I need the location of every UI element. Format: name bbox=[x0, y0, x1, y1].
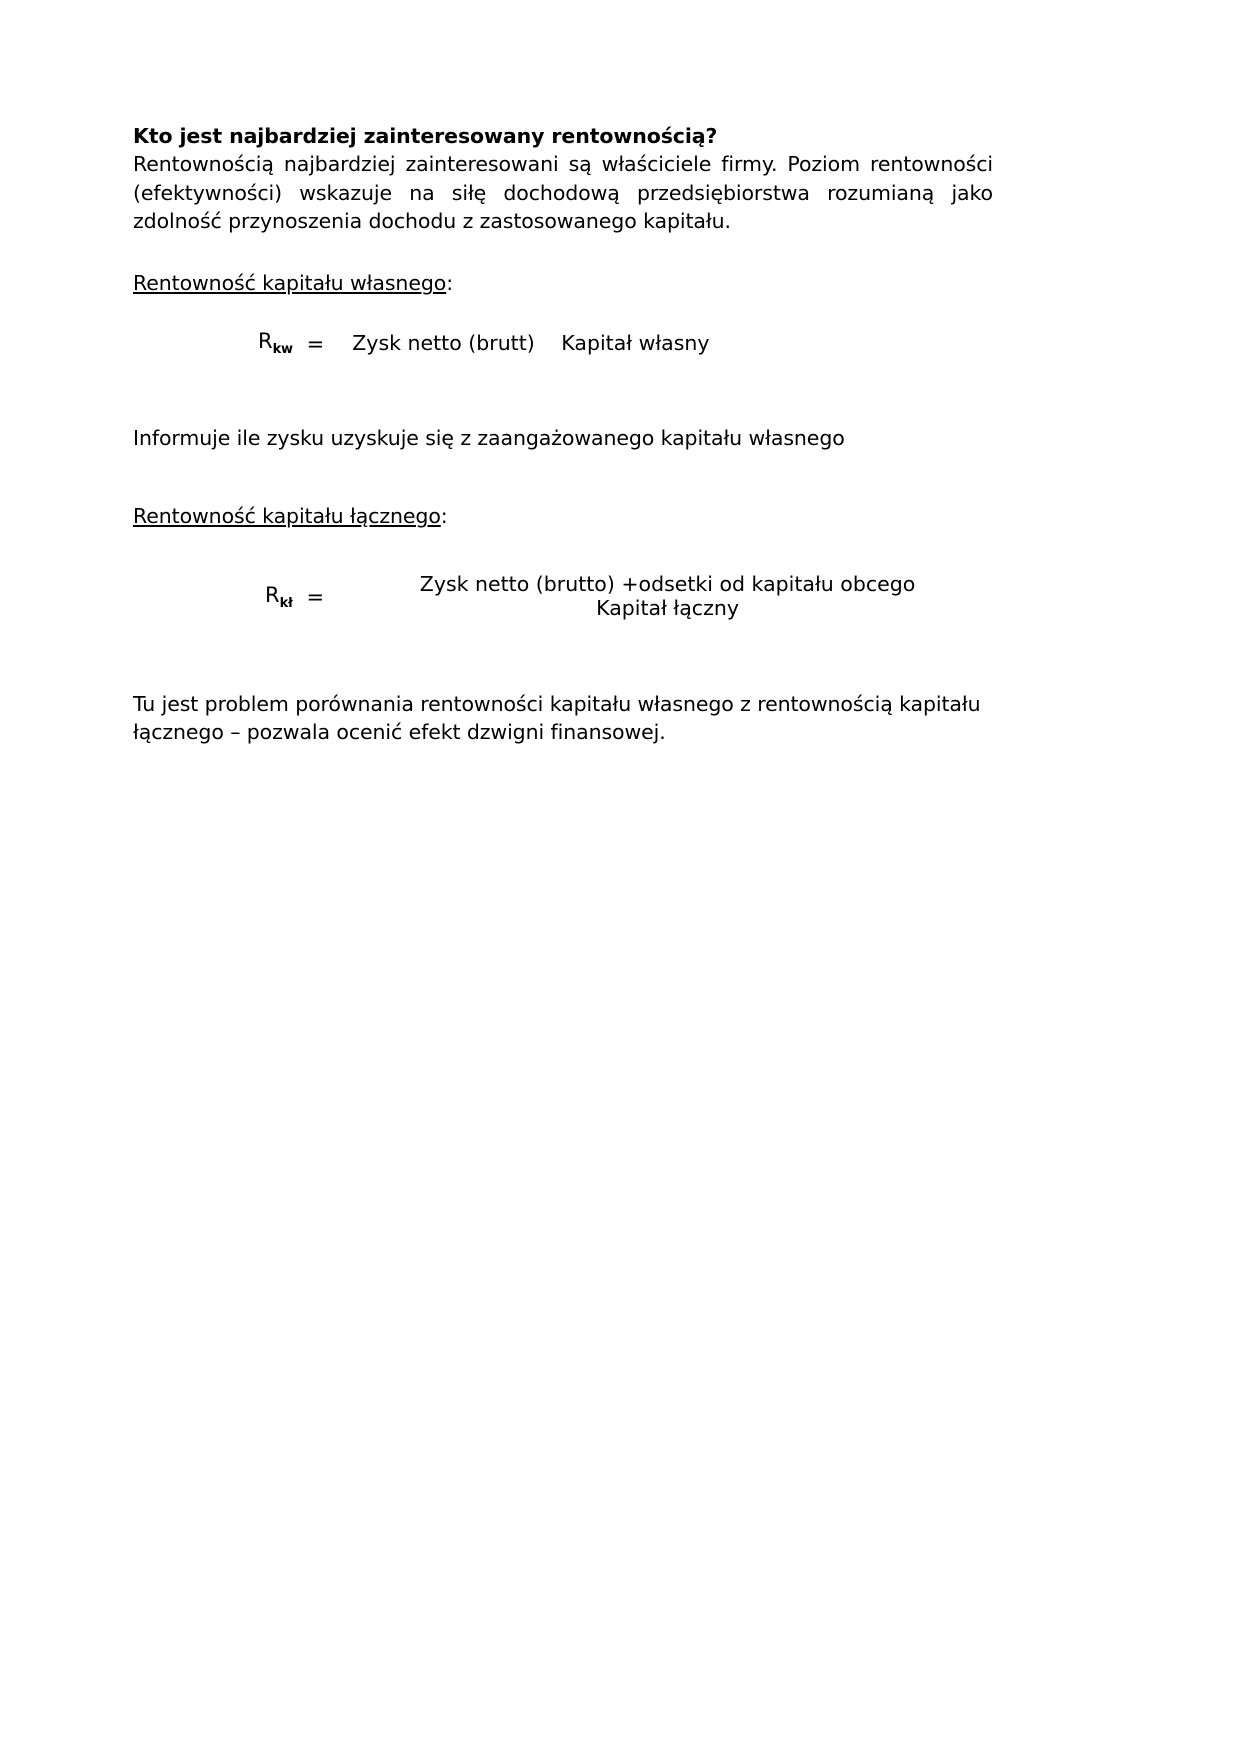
formula-2-fraction bbox=[342, 572, 993, 620]
formula-2-numerator: Zysk netto (brutto) +odsetki od kapitału obcego bbox=[419, 572, 916, 597]
formula-return-on-total-capital bbox=[133, 572, 993, 620]
formula-1-equals-sign: = bbox=[306, 331, 325, 356]
intro-paragraph: Rentownością najbardziej zainteresowani są właściciele firmy. Poziom rentowności (efektywności) wskazuje na siłę dochodową przedsiębiorstwa rozumianą jako zdolność przynoszenia dochodu z zastosowanego kapitału. bbox=[133, 152, 993, 233]
section-2-subheading-text: Rentowność kapitału łącznego bbox=[133, 503, 441, 528]
formula-return-on-equity bbox=[133, 327, 993, 357]
spacer bbox=[133, 235, 993, 269]
formula-2-equals-sign: = bbox=[306, 585, 325, 610]
formula-1-fraction bbox=[342, 331, 719, 355]
section-2-subheading-colon: : bbox=[440, 503, 448, 528]
section-1-subheading-colon: : bbox=[446, 271, 454, 296]
formula-2-denominator: Kapitał łączny bbox=[596, 596, 739, 621]
formula-1-symbol-base: R bbox=[258, 329, 273, 354]
formula-2-symbol bbox=[265, 581, 292, 611]
formula-1-symbol bbox=[258, 327, 293, 357]
formula-2-symbol-base: R bbox=[265, 583, 280, 608]
formula-2-symbol-subscript: kł bbox=[279, 596, 293, 612]
spacer bbox=[133, 452, 993, 502]
section-1-subheading-text: Rentowność kapitału własnego bbox=[133, 271, 447, 296]
section-2-note: Tu jest problem porównania rentowności kapitału własnego z rentownością kapitału łącznego – pozwala ocenić efekt dzwigni finansowej. bbox=[133, 692, 981, 745]
formula-1-denominator: Kapitał własny bbox=[561, 330, 710, 355]
section-2-subheading bbox=[133, 502, 993, 530]
document-body bbox=[133, 122, 993, 747]
section-1-note: Informuje ile zysku uzyskuje się z zaangażowanego kapitału własnego bbox=[133, 425, 845, 450]
section-1-subheading bbox=[133, 269, 993, 297]
page-title: Kto jest najbardziej zainteresowany rentownością? bbox=[133, 124, 718, 148]
formula-1-symbol-subscript: kw bbox=[272, 342, 293, 358]
formula-1-numerator: Zysk netto (brutt) bbox=[352, 330, 535, 355]
